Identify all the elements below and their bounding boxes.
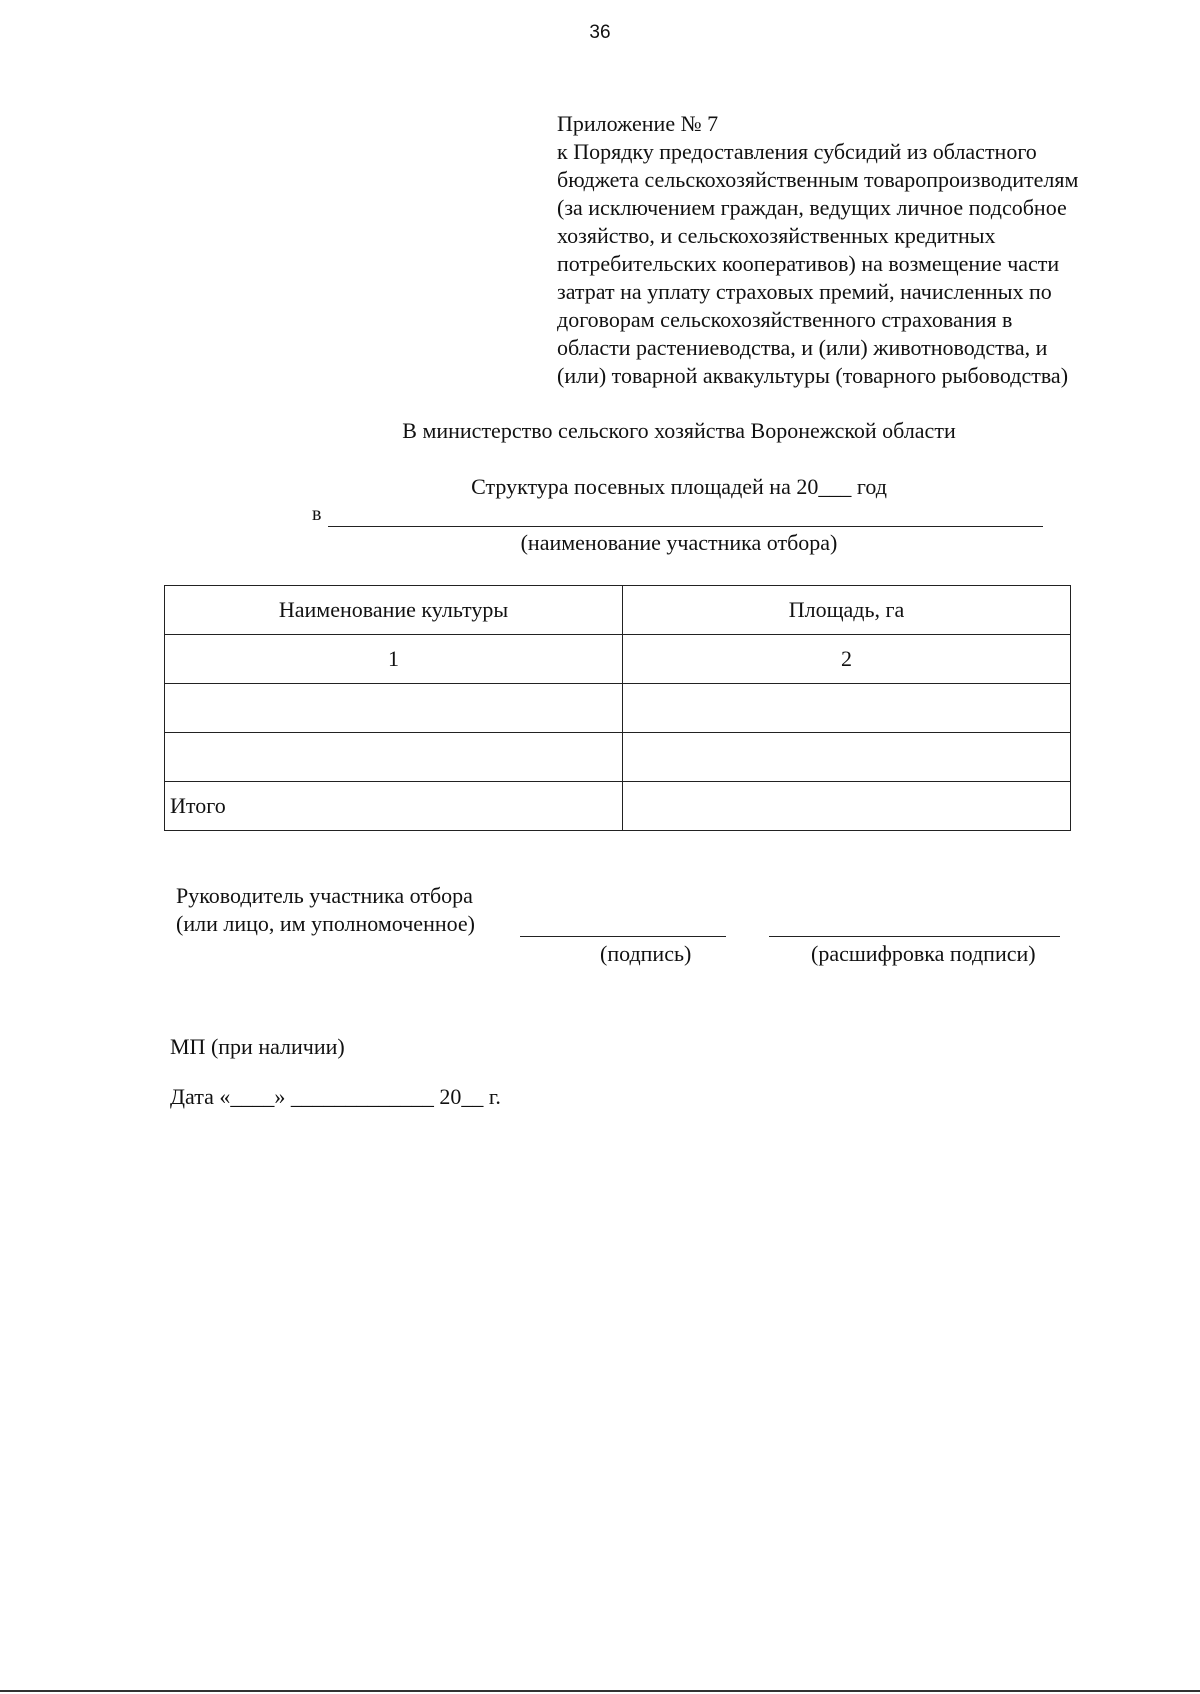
total-row xyxy=(165,782,1071,831)
participant-prefix: в xyxy=(312,503,322,525)
crop-area-table xyxy=(164,585,1071,831)
signature-decoding-field[interactable] xyxy=(769,936,1060,937)
crop-name-cell[interactable] xyxy=(165,733,623,782)
total-area-cell[interactable] xyxy=(623,782,1071,831)
appendix-line: (или) товарной аквакультуры (товарного рыбоводства) xyxy=(557,363,1069,388)
appendix-line: затрат на уплату страховых премий, начисленных по xyxy=(557,279,1052,304)
appendix-line: области растениеводства, и (или) животноводства, и xyxy=(557,335,1048,360)
area-cell[interactable] xyxy=(623,684,1071,733)
appendix-line: к Порядку предоставления субсидий из областного xyxy=(557,139,1037,164)
table-row xyxy=(165,733,1071,782)
addressee: В министерство сельского хозяйства Воронежской области xyxy=(402,418,956,443)
appendix-line: Приложение № 7 xyxy=(557,111,719,136)
signatory-title: Руководитель участника отбора xyxy=(176,883,473,908)
page-number: 36 xyxy=(589,22,611,43)
seal-placeholder: МП (при наличии) xyxy=(170,1034,345,1059)
page-bottom-divider xyxy=(0,1690,1200,1692)
participant-name-field[interactable] xyxy=(328,526,1043,527)
participant-name-caption: (наименование участника отбора) xyxy=(520,530,838,555)
table-header-row xyxy=(165,586,1071,635)
appendix-line: хозяйство, и сельскохозяйственных кредитных xyxy=(557,223,996,248)
signature-decoding-caption: (расшифровка подписи) xyxy=(811,941,1036,966)
column-number: 2 xyxy=(623,635,1071,684)
signature-field[interactable] xyxy=(520,936,726,937)
column-number-row xyxy=(165,635,1071,684)
appendix-line: потребительских кооперативов) на возмещение части xyxy=(557,251,1060,276)
total-label: Итого xyxy=(165,782,623,831)
column-number: 1 xyxy=(165,635,623,684)
document-title: Структура посевных площадей на 20___ год xyxy=(471,474,887,499)
appendix-line: бюджета сельскохозяйственным товаропроизводителям xyxy=(557,167,1079,192)
table-row xyxy=(165,684,1071,733)
signature-caption: (подпись) xyxy=(600,941,692,966)
appendix-line: договорам сельскохозяйственного страхования в xyxy=(557,307,1013,332)
column-header-area: Площадь, га xyxy=(623,586,1071,635)
area-cell[interactable] xyxy=(623,733,1071,782)
signatory-subtitle: (или лицо, им уполномоченное) xyxy=(176,911,475,936)
date-line: Дата «____» _____________ 20__ г. xyxy=(170,1084,501,1109)
column-header-crop: Наименование культуры xyxy=(165,586,623,635)
appendix-line: (за исключением граждан, ведущих личное подсобное xyxy=(557,195,1067,220)
appendix-header xyxy=(557,110,1157,390)
crop-name-cell[interactable] xyxy=(165,684,623,733)
